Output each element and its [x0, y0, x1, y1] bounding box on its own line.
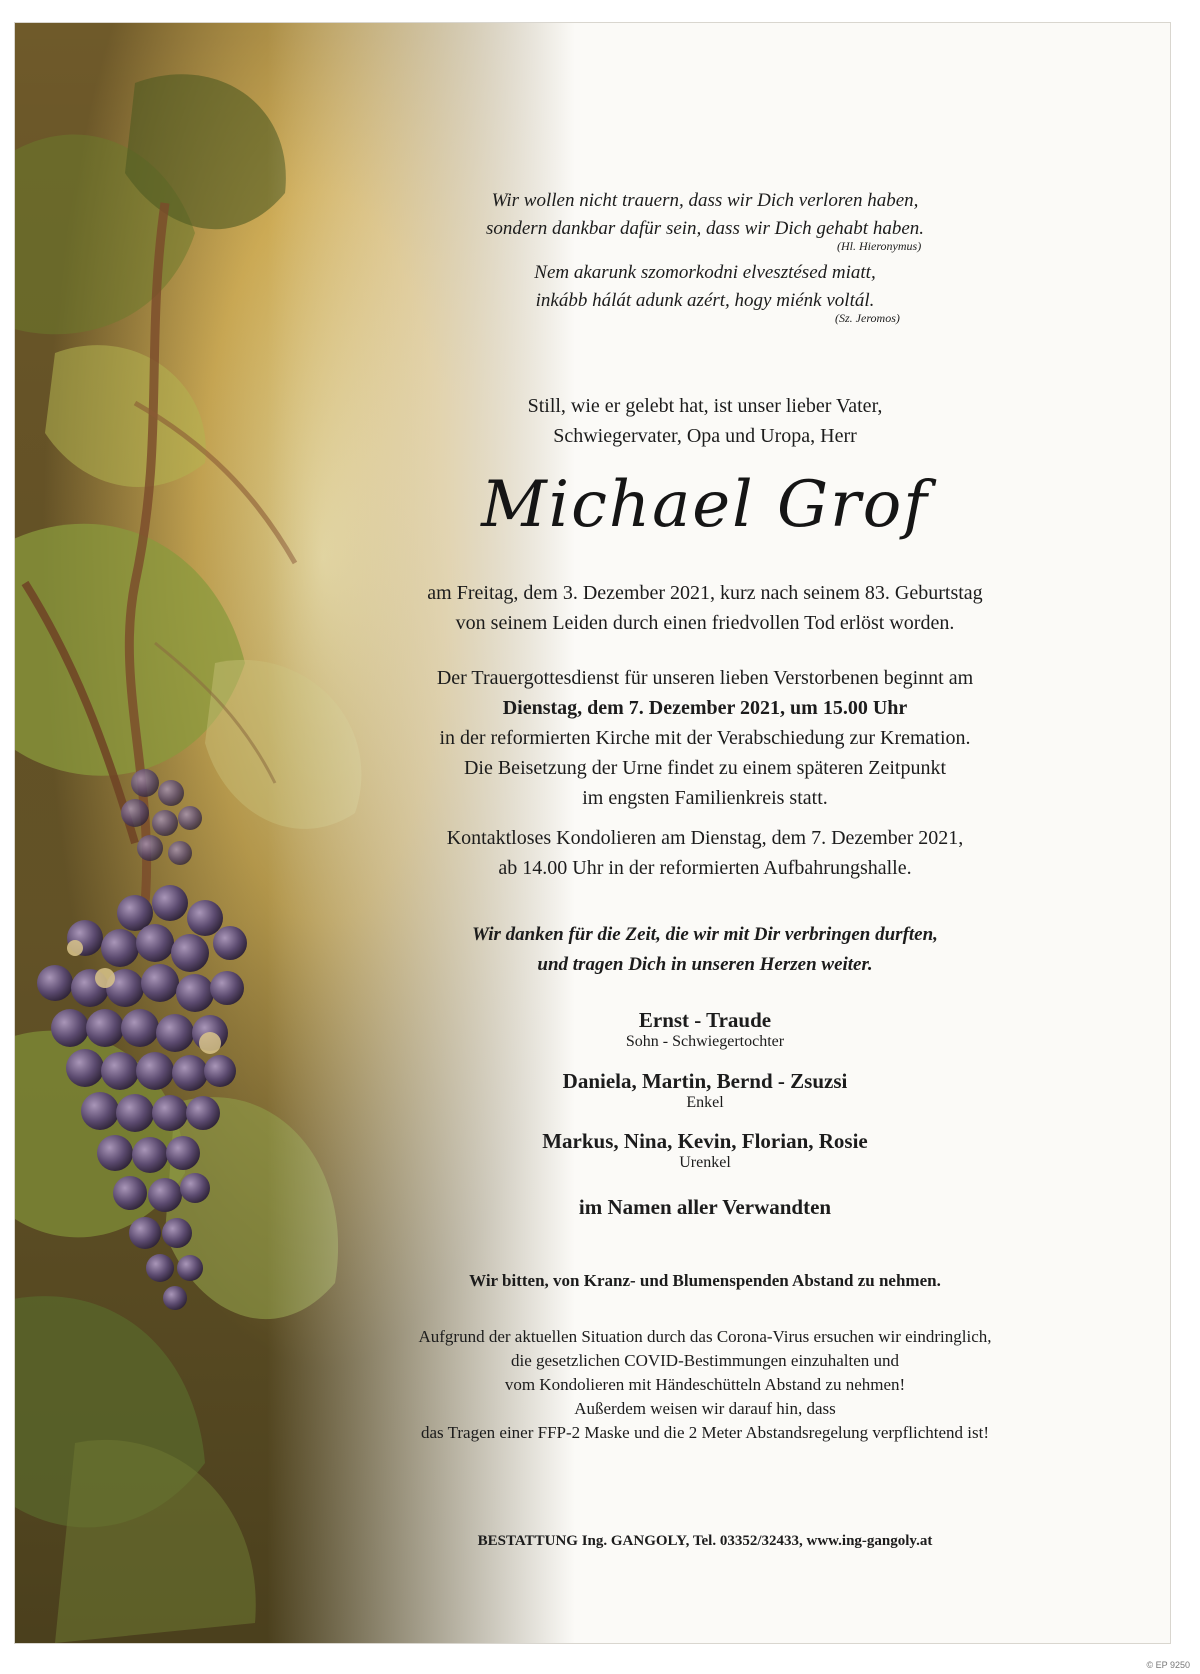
family-relation: Urenkel: [679, 1154, 731, 1171]
german-quote: Wir wollen nicht trauern, dass wir Dich verloren haben, sondern dankbar dafür sein, dass wir Dich gehabt haben.: [485, 190, 925, 239]
obituary-card: [14, 22, 1171, 1644]
family-group: [325, 1129, 1085, 1172]
family-names: Daniela, Martin, Bernd - Zsuzsi: [562, 1069, 848, 1093]
german-quote-source: (Hl. Hieronymus): [837, 239, 922, 253]
flowers-note: Wir bitten, von Kranz- und Blumenspenden Abstand zu nehmen.: [469, 1271, 941, 1290]
relatives-note: im Namen aller Verwandten: [578, 1195, 832, 1219]
closing-words: Wir danken für die Zeit, die wir mit Dir verbringen durften, und tragen Dich in unseren Herzen weiter.: [472, 924, 938, 975]
family-names: Ernst - Traude: [638, 1008, 772, 1032]
deceased-name: Michael Grof: [481, 468, 929, 542]
covid-notice: Aufgrund der aktuellen Situation durch das Corona-Virus ersuchen wir eindringlich, die gesetzlichen COVID-Bestimmungen einzuhalten und vom Kondolieren mit Händeschütteln Abstand zu nehmen! Außerdem weisen wir darauf hin, dass das Tragen einer FFP-2 Maske und die 2 Meter Abstandsregelung verpflichtend ist!: [418, 1327, 992, 1442]
hungarian-quote: Nem akarunk szomorkodni elvesztésed miatt, inkább hálát adunk azért, hogy miénk voltál.: [534, 262, 876, 311]
family-relation: Enkel: [686, 1094, 724, 1111]
service-details: Der Trauergottesdienst für unseren lieben Verstorbenen beginnt am Dienstag, dem 7. Dezember 2021, um 15.00 Uhr in der reformierten Kirche mit der Verabschiedung zur Kremation. Die Beisetzung der Urne findet zu einem späteren Zeitpunkt im engsten Familienkreis statt.: [325, 663, 1085, 813]
family-group: [325, 1069, 1085, 1112]
hungarian-quote-source: (Sz. Jeromos): [835, 311, 900, 325]
intro-text: Still, wie er gelebt hat, ist unser lieber Vater, Schwiegervater, Opa und Uropa, Herr: [527, 395, 883, 447]
copyright-mark: © EP 9250: [1146, 1660, 1190, 1670]
funeral-home-footer: BESTATTUNG Ing. GANGOLY, Tel. 03352/32433, www.ing-gangoly.at: [477, 1533, 933, 1549]
death-announcement: am Freitag, dem 3. Dezember 2021, kurz nach seinem 83. Geburtstag von seinem Leiden durch einen friedvollen Tod erlöst worden.: [427, 582, 983, 634]
service-date: Dienstag, dem 7. Dezember 2021, um 15.00 Uhr: [502, 697, 908, 719]
family-relation: Sohn - Schwiegertochter: [625, 1033, 785, 1050]
family-names: Markus, Nina, Kevin, Florian, Rosie: [542, 1129, 868, 1153]
family-group: [325, 1008, 1085, 1051]
condolence-info: Kontaktloses Kondolieren am Dienstag, dem 7. Dezember 2021, ab 14.00 Uhr in der reformierten Aufbahrungshalle.: [446, 827, 964, 879]
obituary-text: [15, 23, 1170, 1643]
